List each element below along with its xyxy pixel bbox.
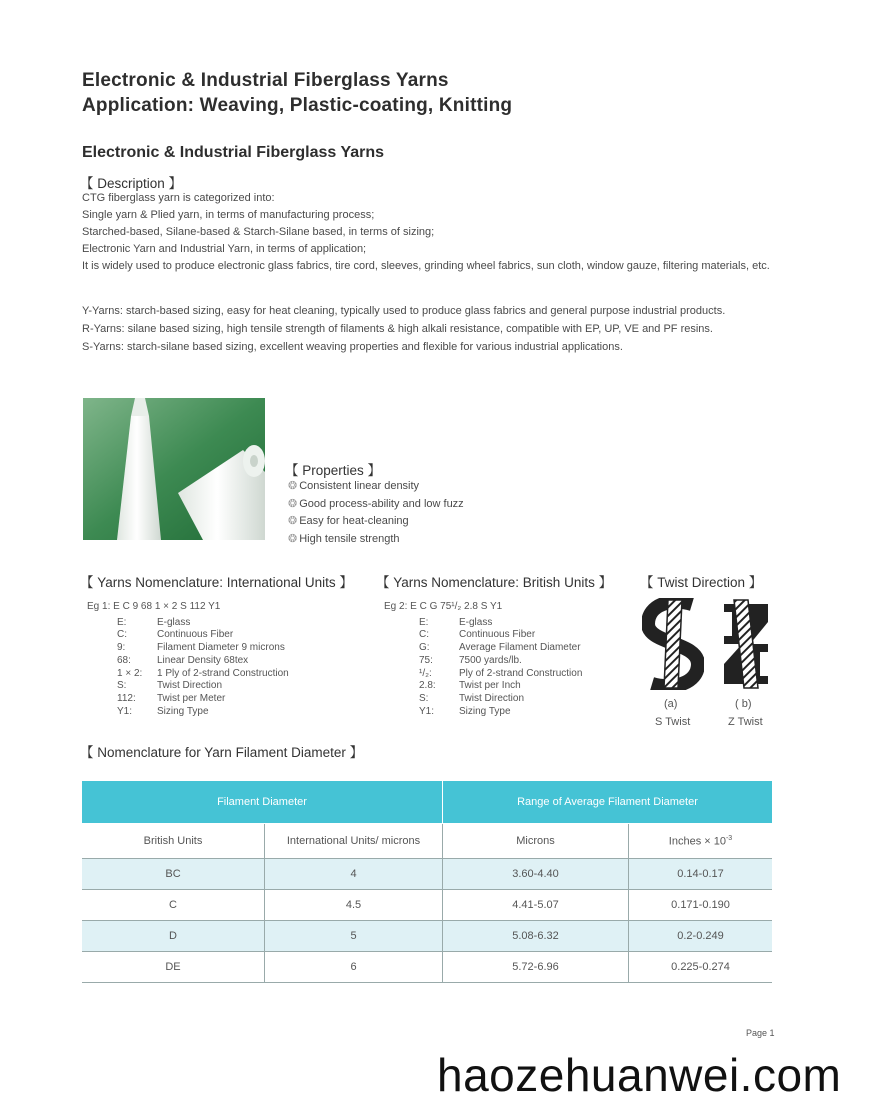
nomenclature-row: 68: Linear Density 68tex bbox=[117, 654, 249, 666]
col-british-units: British Units bbox=[82, 824, 265, 859]
nomenclature-row: S: Twist Direction bbox=[419, 692, 525, 704]
property-item: ❂ Consistent linear density bbox=[288, 480, 420, 492]
s-twist-icon bbox=[642, 598, 704, 695]
example-code: Eg 2: E C G 75¹/₂ 2.8 S Y1 bbox=[384, 601, 503, 612]
description-line: CTG fiberglass yarn is categorized into: bbox=[82, 192, 275, 204]
nomenclature-row: 112: Twist per Meter bbox=[117, 692, 226, 704]
nomenclature-row: E: E-glass bbox=[117, 616, 191, 628]
property-item: ❂ High tensile strength bbox=[288, 532, 400, 545]
description-heading: 【 Description 】 bbox=[80, 176, 183, 191]
s-twist-label: S Twist bbox=[655, 716, 691, 728]
filament-table-heading: 【 Nomenclature for Yarn Filament Diameter 】 bbox=[80, 745, 364, 760]
nomenclature-intl-heading: 【 Yarns Nomenclature: International Units 】 bbox=[80, 575, 353, 590]
col-microns: Microns bbox=[443, 824, 629, 859]
nomenclature-brit-heading: 【 Yarns Nomenclature: British Units 】 bbox=[376, 575, 613, 590]
properties-list bbox=[288, 478, 464, 548]
nomenclature-row: C: Continuous Fiber bbox=[117, 629, 234, 641]
yarn-types bbox=[82, 302, 792, 356]
watermark: haozehuanwei.com bbox=[437, 1049, 842, 1101]
nomenclature-brit bbox=[384, 601, 582, 718]
filament-diameter-table bbox=[82, 781, 772, 983]
properties-heading: 【 Properties 】 bbox=[285, 463, 382, 478]
s-twist-letter: (a) bbox=[664, 698, 678, 710]
z-twist-icon bbox=[720, 598, 772, 695]
col-international-units: International Units/ microns bbox=[265, 824, 443, 859]
yarn-type-y: Y-Yarns: starch-based sizing, easy for heat cleaning, typically used to produce glass fabrics and general purpose industrial products. bbox=[82, 305, 726, 317]
yarn-type-s: S-Yarns: starch-silane based sizing, excellent weaving properties and flexible for various industrial applications. bbox=[82, 341, 623, 353]
table-header-row bbox=[82, 781, 772, 824]
description-body bbox=[82, 190, 782, 275]
group-range: Range of Average Filament Diameter bbox=[443, 781, 773, 824]
nomenclature-row: Y1: Sizing Type bbox=[117, 705, 209, 717]
twist-heading: 【 Twist Direction 】 bbox=[640, 575, 763, 590]
bullet-icon: ❂ bbox=[288, 532, 298, 545]
example-code: Eg 1: E C 9 68 1 × 2 S 112 Y1 bbox=[87, 601, 221, 612]
bullet-icon: ❂ bbox=[288, 515, 298, 527]
nomenclature-row: 9: Filament Diameter 9 microns bbox=[117, 642, 285, 654]
bullet-icon: ❂ bbox=[288, 480, 298, 492]
nomenclature-row: C: Continuous Fiber bbox=[419, 629, 536, 641]
property-item: ❂ Good process-ability and low fuzz bbox=[288, 497, 464, 510]
title-line-2: Application: Weaving, Plastic-coating, Knitting bbox=[82, 95, 513, 116]
z-twist-letter: ( b) bbox=[735, 698, 752, 710]
group-filament-diameter: Filament Diameter bbox=[82, 781, 443, 824]
nomenclature-row: 2.8: Twist per Inch bbox=[419, 680, 521, 692]
nomenclature-row: E: E-glass bbox=[419, 616, 493, 628]
section-title: Electronic & Industrial Fiberglass Yarns bbox=[82, 144, 385, 161]
nomenclature-row: Y1: Sizing Type bbox=[419, 705, 511, 717]
description-line: It is widely used to produce electronic glass fabrics, tire cord, sleeves, grinding wheel fabrics, sun cloth, window gauze, filtering materials, etc. bbox=[82, 260, 770, 272]
description-line: Starched-based, Silane-based & Starch-Silane based, in terms of sizing; bbox=[82, 226, 435, 238]
nomenclature-row: 75: 7500 yards/lb. bbox=[419, 654, 522, 666]
page-number: Page 1 bbox=[746, 1028, 775, 1038]
nomenclature-intl bbox=[87, 601, 289, 718]
yarn-bobbin-photo bbox=[83, 398, 265, 540]
col-inches: Inches × $10^{-3}$ bbox=[629, 824, 773, 859]
property-item: ❂ Easy for heat-cleaning bbox=[288, 515, 409, 527]
page-title bbox=[82, 68, 512, 118]
table-row: C 4.5 4.41-5.07 0.171-0.190 bbox=[82, 890, 772, 921]
nomenclature-row: G: Average Filament Diameter bbox=[419, 642, 581, 654]
nomenclature-row: ¹/₂: Ply of 2-strand Construction bbox=[419, 667, 583, 679]
nomenclature-row: 1 × 2: 1 Ply of 2-strand Construction bbox=[117, 667, 289, 679]
description-line: Electronic Yarn and Industrial Yarn, in terms of application; bbox=[82, 243, 367, 255]
nomenclature-row: S: Twist Direction bbox=[117, 680, 223, 692]
bullet-icon: ❂ bbox=[288, 497, 298, 510]
description-line: Single yarn & Plied yarn, in terms of manufacturing process; bbox=[82, 209, 375, 221]
z-twist-label: Z Twist bbox=[728, 716, 763, 728]
yarn-type-r: R-Yarns: silane based sizing, high tensile strength of filaments & high alkali resistance, compatible with EP, UP, VE and PF resins. bbox=[82, 323, 713, 335]
table-row: D 5 5.08-6.32 0.2-0.249 bbox=[82, 921, 772, 952]
table-subheader-row bbox=[82, 824, 772, 859]
title-line-1: Electronic & Industrial Fiberglass Yarns bbox=[82, 70, 449, 91]
table-row: BC 4 3.60-4.40 0.14-0.17 bbox=[82, 859, 772, 890]
table-row: DE 6 5.72-6.96 0.225-0.274 bbox=[82, 952, 772, 983]
